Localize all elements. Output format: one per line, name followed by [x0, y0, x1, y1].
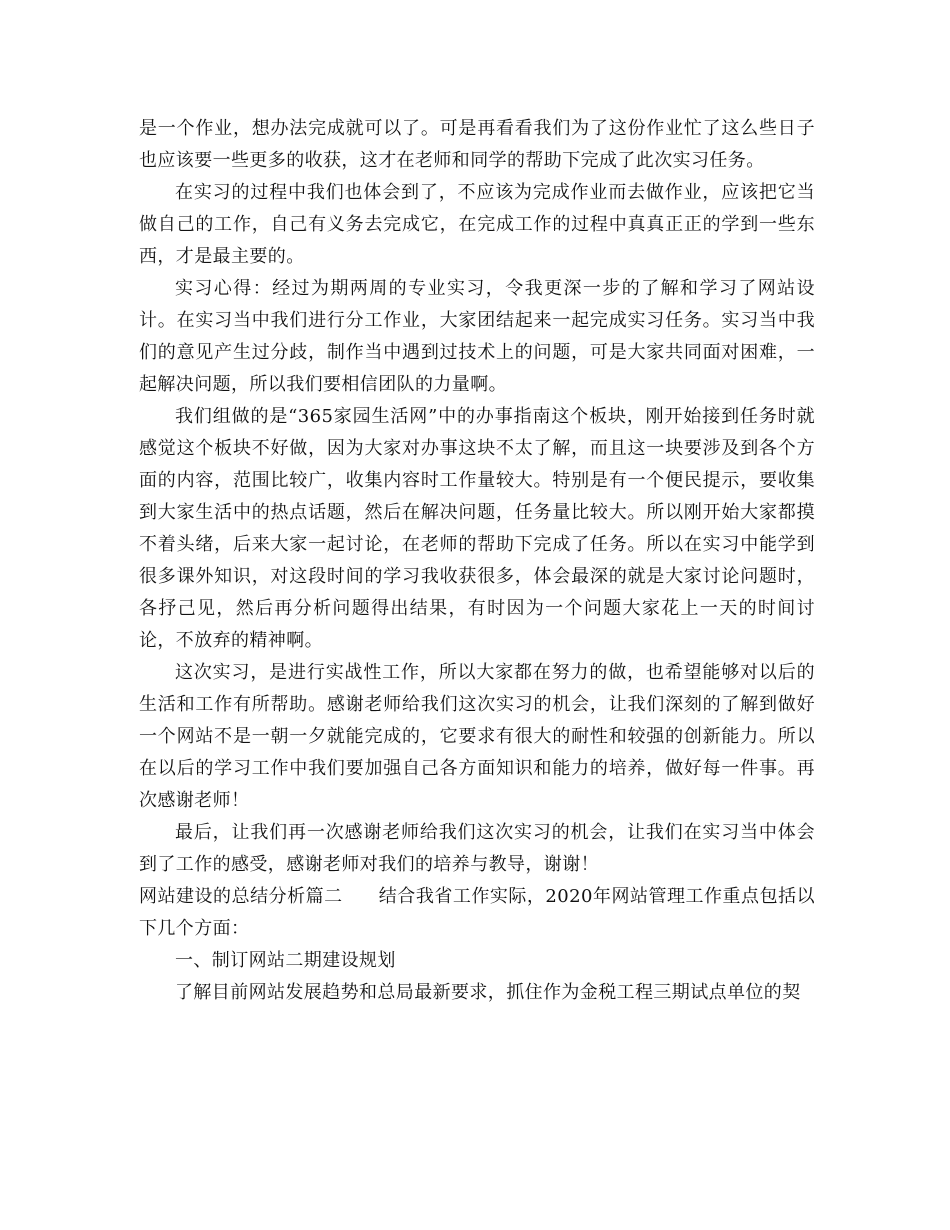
paragraph-group-work: 我们组做的是“365家园生活网”中的办事指南这个板块，刚开始接到任务时就感觉这个板块不好做，因为大家对办事这块不太了解，而且这一块要涉及到各个方面的内容，范围比较广，收集内容时工作量较大。特别是有一个便民提示，要收集到大家生活中的热点话题，然后在解决问题，任务量比较大。所以刚开始大家都摸不着头绪，后来大家一起讨论，在老师的帮助下完成了任务。所以在实习中能学到很多课外知识，对这段时间的学习我收获很多，体会最深的就是大家讨论问题时，各抒己见，然后再分析问题得出结果，有时因为一个问题大家花上一天的时间讨论，不放弃的精神啊。 [139, 406, 815, 651]
paragraph-thanks: 最后，让我们再一次感谢老师给我们这次实习的机会，让我们在实习当中体会到了工作的感受，感谢老师对我们的培养与教导，谢谢！ [139, 822, 815, 875]
paragraph-practice-reflection: 在实习的过程中我们也体会到了，不应该为完成作业而去做作业，应该把它当做自己的工作，自己有义务去完成它，在完成工作的过程中真真正正的学到一些东西，才是最主要的。 [139, 182, 815, 267]
section-intro: 结合我省工作实际，2020年网站管理工作重点包括以下几个方面： [139, 886, 815, 939]
paragraph-continuation: 是一个作业，想办法完成就可以了。可是再看看我们为了这份作业忙了这么些日子也应该要一些更多的收获，这才在老师和同学的帮助下完成了此次实习任务。 [139, 118, 815, 171]
subheading: 一、制订网站二期建设规划 [175, 950, 396, 971]
paragraph-practical-work: 这次实习，是进行实战性工作，所以大家都在努力的做，也希望能够对以后的生活和工作有所帮助。感谢老师给我们这次实习的机会，让我们深刻的了解到做好一个网站不是一朝一夕就能完成的，它要求有很大的耐性和较强的创新能力。所以在以后的学习工作中我们要加强自己各方面知识和能力的培养，做好每一件事。再次感谢老师！ [139, 662, 815, 811]
paragraph-internship-experience: 实习心得：经过为期两周的专业实习，令我更深一步的了解和学习了网站设计。在实习当中我们进行分工作业，大家团结起来一起完成实习任务。实习当中我们的意见产生过分歧，制作当中遇到过技术上的问题，可是大家共同面对困难，一起解决问题，所以我们要相信团队的力量啊。 [139, 278, 815, 395]
section-title: 网站建设的总结分析篇二 [139, 886, 343, 907]
section-heading-line [139, 881, 815, 945]
document-body [139, 113, 815, 1009]
paragraph-last: 了解目前网站发展趋势和总局最新要求，抓住作为金税工程三期试点单位的契 [175, 982, 801, 1003]
